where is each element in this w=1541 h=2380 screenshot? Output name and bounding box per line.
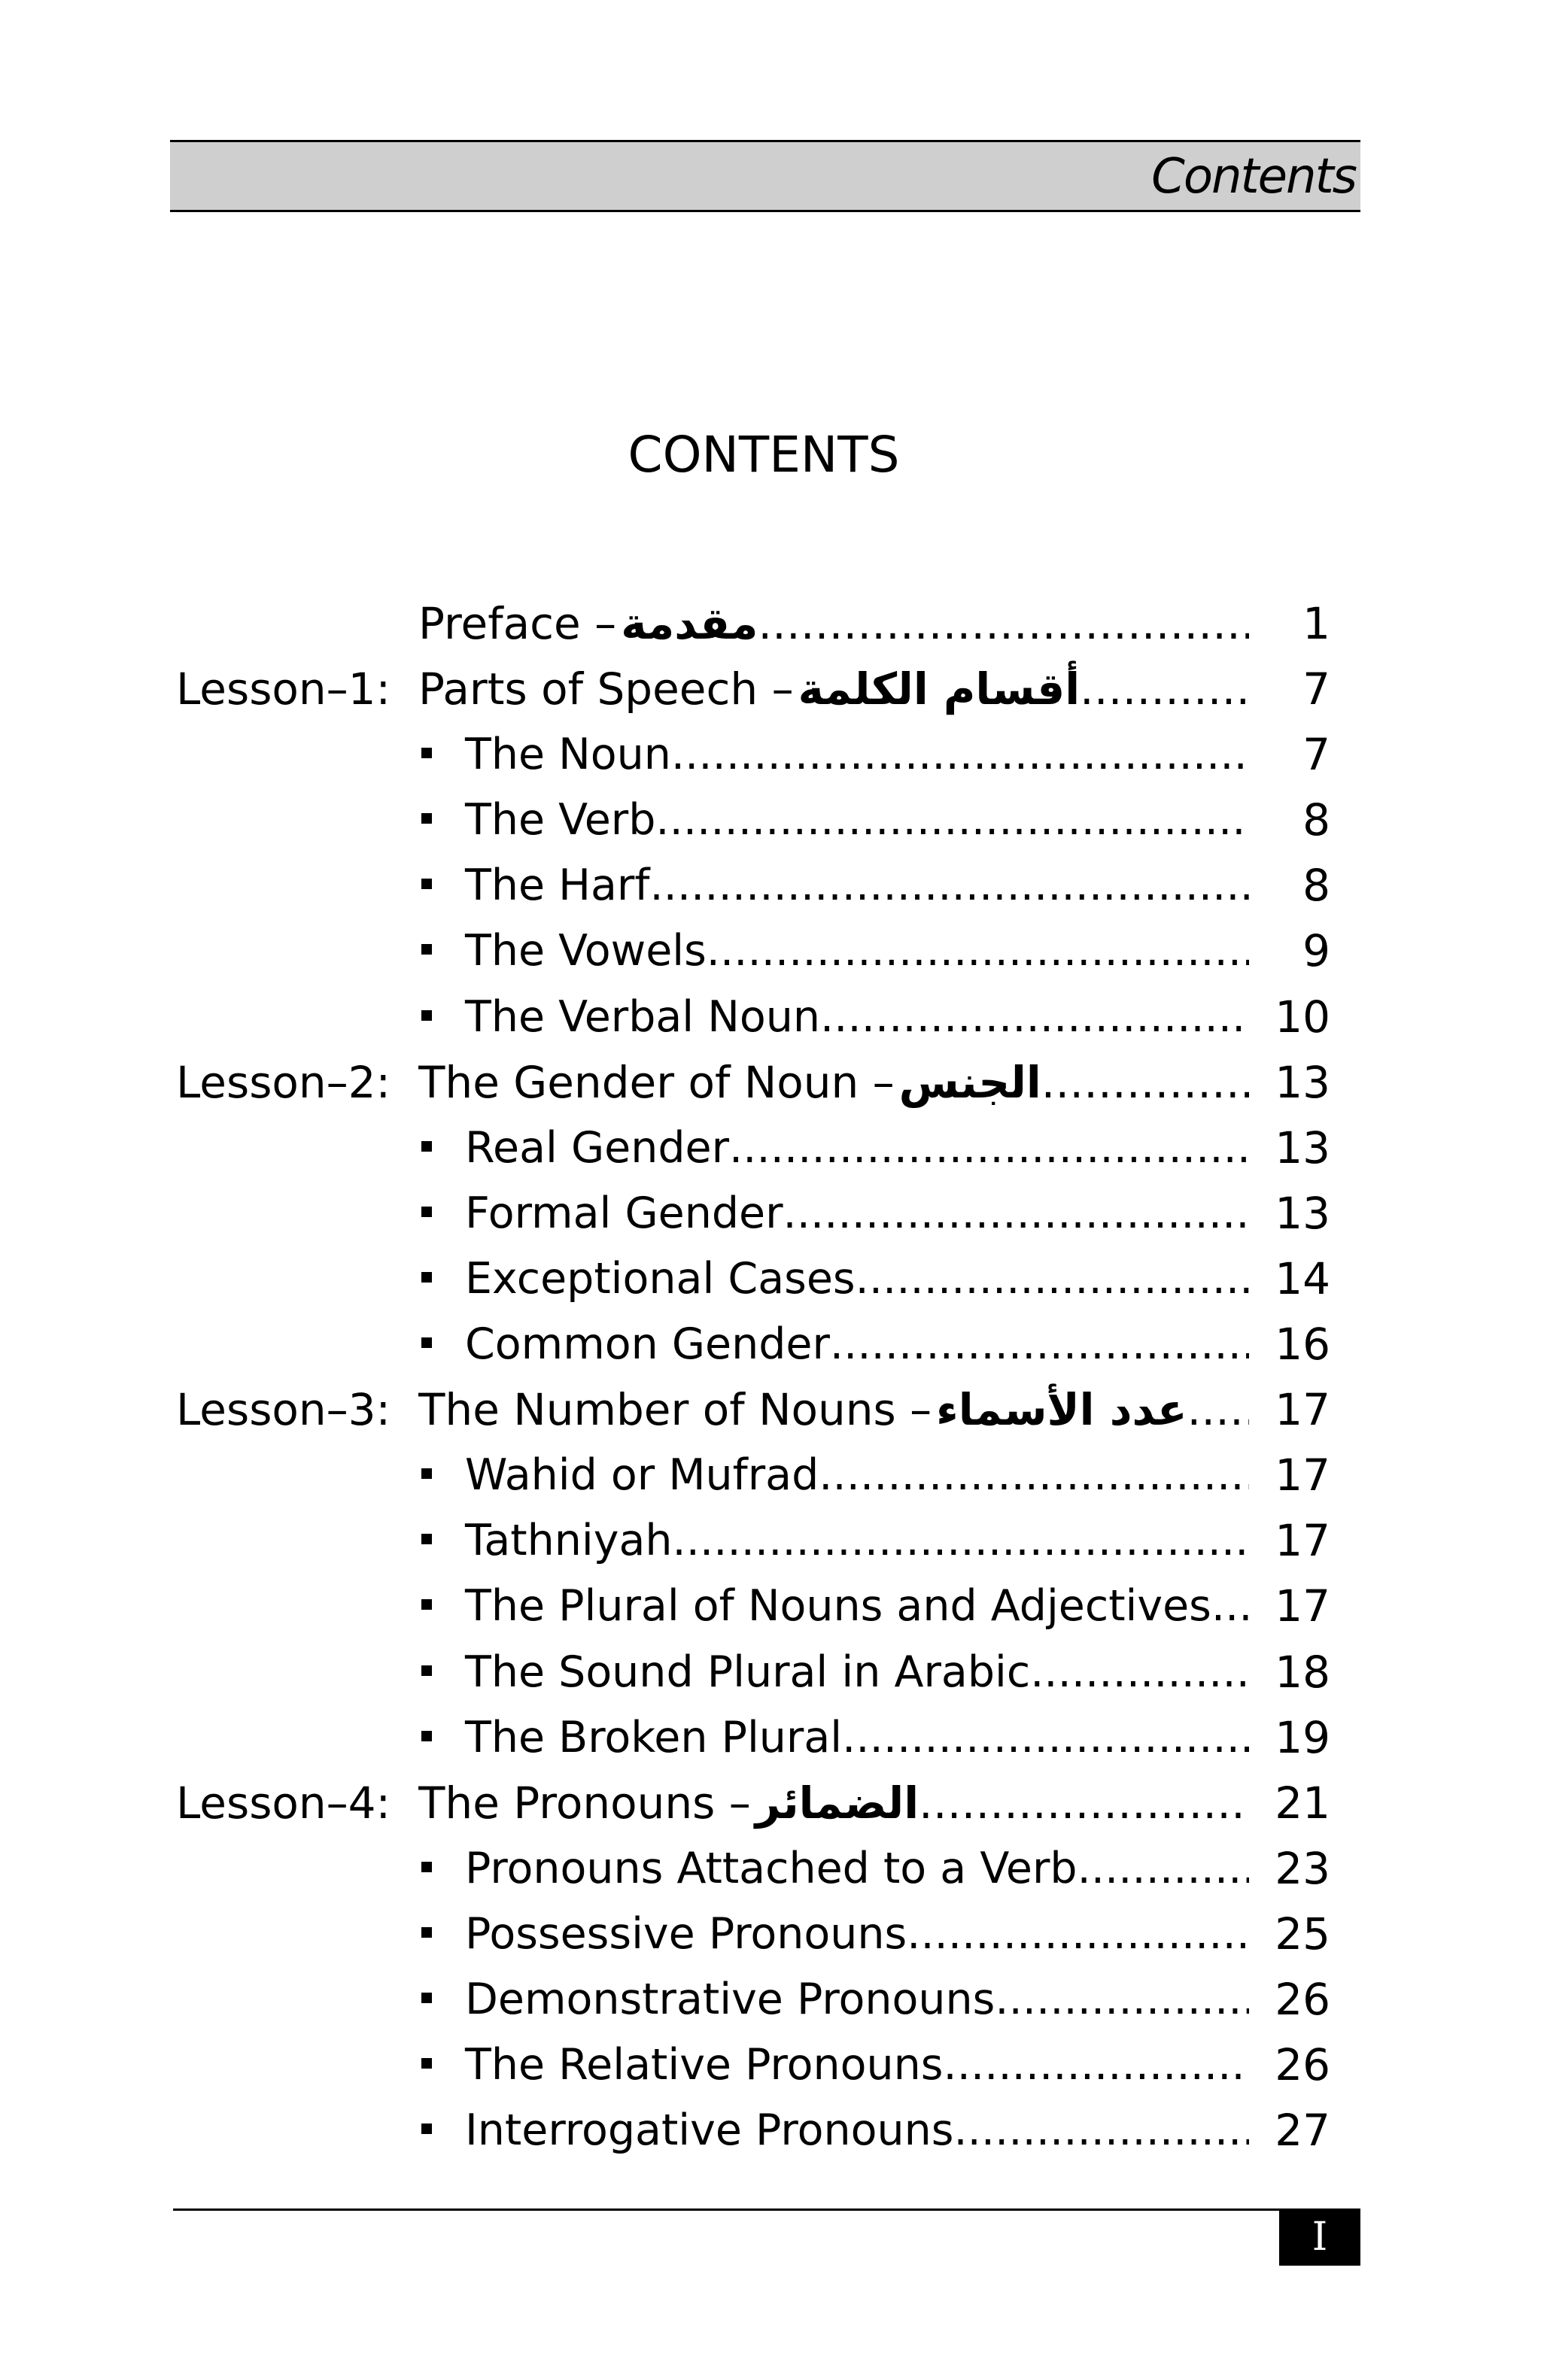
toc-row	[0, 1640, 1541, 1705]
dot-leader	[842, 1705, 1249, 1771]
entry-page-number: 8	[1302, 860, 1330, 912]
dot-leader	[655, 788, 1249, 853]
entry-title: Formal Gender	[465, 1188, 783, 1238]
toc-entry-sub	[421, 1181, 1249, 1246]
entry-arabic-title: الجنس	[898, 1056, 1041, 1108]
dot-leader	[953, 2098, 1249, 2163]
dot-leader	[758, 591, 1249, 657]
entry-page-number: 26	[1275, 2039, 1330, 2091]
toc-entry-sub	[421, 1836, 1249, 1902]
dot-leader	[944, 2032, 1250, 2098]
toc-row	[0, 591, 1541, 657]
toc-entry-sub	[421, 2098, 1249, 2163]
toc-row	[0, 1377, 1541, 1443]
square-bullet-icon	[421, 2123, 432, 2134]
entry-arabic-title: الضمائر	[755, 1777, 919, 1829]
entry-page-number: 13	[1275, 1122, 1330, 1173]
dot-leader	[671, 722, 1249, 788]
dot-leader	[820, 985, 1249, 1050]
running-header	[170, 140, 1360, 212]
entry-page-number: 13	[1275, 1056, 1330, 1108]
entry-page-number: 16	[1275, 1319, 1330, 1371]
entry-page-number: 7	[1302, 729, 1330, 781]
entry-title: The Noun	[465, 730, 671, 780]
square-bullet-icon	[421, 1337, 432, 1348]
toc-entry-sub	[421, 788, 1249, 853]
dot-leader	[1077, 1836, 1249, 1902]
toc-entry-sub	[421, 1902, 1249, 1967]
table-of-contents	[0, 591, 1541, 2163]
square-bullet-icon	[421, 1010, 432, 1021]
entry-page-number: 8	[1302, 794, 1330, 846]
dot-leader	[907, 1902, 1249, 1967]
square-bullet-icon	[421, 1862, 432, 1872]
square-bullet-icon	[421, 1731, 432, 1741]
toc-row	[0, 1574, 1541, 1639]
square-bullet-icon	[421, 1599, 432, 1610]
toc-entry-sub	[421, 1508, 1249, 1574]
entry-page-number: 19	[1275, 1711, 1330, 1763]
dot-leader	[783, 1181, 1249, 1246]
entry-page-number: 17	[1275, 1384, 1330, 1436]
entry-page-number: 26	[1275, 1973, 1330, 2025]
entry-title: The Plural of Nouns and Adjectives	[465, 1581, 1211, 1632]
dot-leader	[649, 853, 1249, 918]
dot-leader	[673, 1508, 1249, 1574]
toc-entry-main	[418, 657, 1249, 722]
entry-title: The Pronouns –	[418, 1777, 751, 1829]
entry-page-number: 7	[1302, 663, 1330, 715]
dot-leader	[1041, 1050, 1249, 1116]
entry-title: Real Gender	[465, 1122, 730, 1173]
entry-title: The Vowels	[465, 926, 707, 976]
square-bullet-icon	[421, 813, 432, 824]
entry-page-number: 17	[1275, 1450, 1330, 1501]
toc-entry-sub	[421, 1312, 1249, 1377]
entry-page-number: 23	[1275, 1842, 1330, 1894]
entry-title: Exceptional Cases	[465, 1253, 856, 1304]
entry-page-number: 14	[1275, 1252, 1330, 1304]
toc-row	[0, 853, 1541, 918]
toc-entry-main	[418, 1050, 1249, 1116]
toc-row	[0, 1050, 1541, 1116]
entry-arabic-title: عدد الأسماء	[936, 1384, 1187, 1436]
toc-entry-sub	[421, 985, 1249, 1050]
entry-title: The Gender of Noun –	[418, 1056, 895, 1108]
entry-title: Preface –	[418, 598, 617, 649]
entry-page-number: 27	[1275, 2105, 1330, 2157]
entry-page-number: 9	[1302, 925, 1330, 977]
dot-leader	[995, 1967, 1249, 2032]
dot-leader	[919, 1771, 1249, 1836]
entry-title: Pronouns Attached to a Verb	[465, 1843, 1077, 1893]
dot-leader	[1030, 1640, 1249, 1705]
entry-title: Demonstrative Pronouns	[465, 1974, 995, 2024]
square-bullet-icon	[421, 879, 432, 889]
dot-leader	[1080, 657, 1249, 722]
entry-title: The Verbal Noun	[465, 991, 821, 1042]
toc-entry-main	[418, 1771, 1249, 1836]
entry-arabic-title: مقدمة	[621, 598, 758, 649]
entry-title: The Harf	[465, 861, 650, 911]
entry-title: The Sound Plural in Arabic	[465, 1647, 1031, 1697]
entry-title: The Verb	[465, 795, 656, 845]
toc-row	[0, 918, 1541, 984]
toc-row	[0, 985, 1541, 1050]
toc-entry-sub	[421, 1246, 1249, 1312]
toc-row	[0, 1967, 1541, 2032]
toc-row	[0, 1443, 1541, 1508]
toc-entry-sub	[421, 2032, 1249, 2098]
toc-entry-sub	[421, 1116, 1249, 1181]
toc-row	[0, 722, 1541, 788]
toc-entry-sub	[421, 1967, 1249, 2032]
toc-row	[0, 1902, 1541, 1967]
dot-leader	[856, 1246, 1249, 1312]
toc-row	[0, 1181, 1541, 1246]
square-bullet-icon	[421, 1993, 432, 2003]
toc-row	[0, 1836, 1541, 1902]
square-bullet-icon	[421, 2058, 432, 2069]
toc-row	[0, 1705, 1541, 1771]
square-bullet-icon	[421, 944, 432, 955]
toc-entry-sub	[421, 722, 1249, 788]
entry-page-number: 21	[1275, 1777, 1330, 1829]
entry-title: Common Gender	[465, 1319, 830, 1370]
entry-title: Interrogative Pronouns	[465, 2105, 954, 2156]
entry-title: Parts of Speech –	[418, 663, 794, 715]
toc-entry-sub	[421, 918, 1249, 984]
toc-entry-main	[418, 1377, 1249, 1443]
toc-row	[0, 657, 1541, 722]
lesson-label: Lesson–1:	[176, 663, 391, 715]
entry-title: The Number of Nouns –	[418, 1384, 932, 1436]
entry-page-number: 10	[1275, 991, 1330, 1043]
dot-leader	[1187, 1377, 1249, 1443]
lesson-label: Lesson–2:	[176, 1056, 391, 1108]
square-bullet-icon	[421, 748, 432, 758]
toc-row	[0, 1246, 1541, 1312]
square-bullet-icon	[421, 1534, 432, 1544]
entry-title: Possessive Pronouns	[465, 1908, 907, 1959]
dot-leader	[1211, 1574, 1249, 1639]
toc-entry-sub	[421, 1443, 1249, 1508]
toc-entry-main	[418, 591, 1249, 657]
toc-entry-sub	[421, 1640, 1249, 1705]
entry-title: Tathniyah	[465, 1516, 673, 1566]
entry-title: Wahid or Mufrad	[465, 1450, 819, 1501]
toc-row	[0, 788, 1541, 853]
toc-row	[0, 2032, 1541, 2098]
square-bullet-icon	[421, 1665, 432, 1676]
entry-page-number: 25	[1275, 1908, 1330, 1960]
entry-title: The Broken Plural	[465, 1712, 843, 1762]
square-bullet-icon	[421, 1468, 432, 1479]
entry-page-number: 17	[1275, 1580, 1330, 1632]
entry-page-number: 13	[1275, 1187, 1330, 1239]
square-bullet-icon	[421, 1272, 432, 1283]
toc-entry-sub	[421, 1705, 1249, 1771]
lesson-label: Lesson–3:	[176, 1384, 391, 1436]
square-bullet-icon	[421, 1927, 432, 1938]
toc-row	[0, 1116, 1541, 1181]
page-number: I	[1312, 2215, 1328, 2260]
square-bullet-icon	[421, 1141, 432, 1152]
page-title: CONTENTS	[628, 426, 900, 484]
dot-leader	[707, 918, 1249, 984]
toc-row	[0, 1771, 1541, 1836]
square-bullet-icon	[421, 1207, 432, 1217]
entry-arabic-title: أقسام الكلمة	[798, 663, 1081, 715]
toc-entry-sub	[421, 853, 1249, 918]
toc-row	[0, 2098, 1541, 2163]
toc-row	[0, 1508, 1541, 1574]
toc-entry-sub	[421, 1574, 1249, 1639]
lesson-label: Lesson–4:	[176, 1777, 391, 1829]
entry-title: The Relative Pronouns	[465, 2040, 944, 2090]
dot-leader	[819, 1443, 1249, 1508]
toc-row	[0, 1312, 1541, 1377]
entry-page-number: 1	[1302, 598, 1330, 649]
running-header-title: Contents	[1151, 149, 1356, 205]
footer-rule	[173, 2208, 1338, 2211]
dot-leader	[830, 1312, 1249, 1377]
dot-leader	[729, 1116, 1249, 1181]
entry-page-number: 18	[1275, 1646, 1330, 1698]
entry-page-number: 17	[1275, 1515, 1330, 1567]
page-number-box	[1279, 2208, 1360, 2266]
